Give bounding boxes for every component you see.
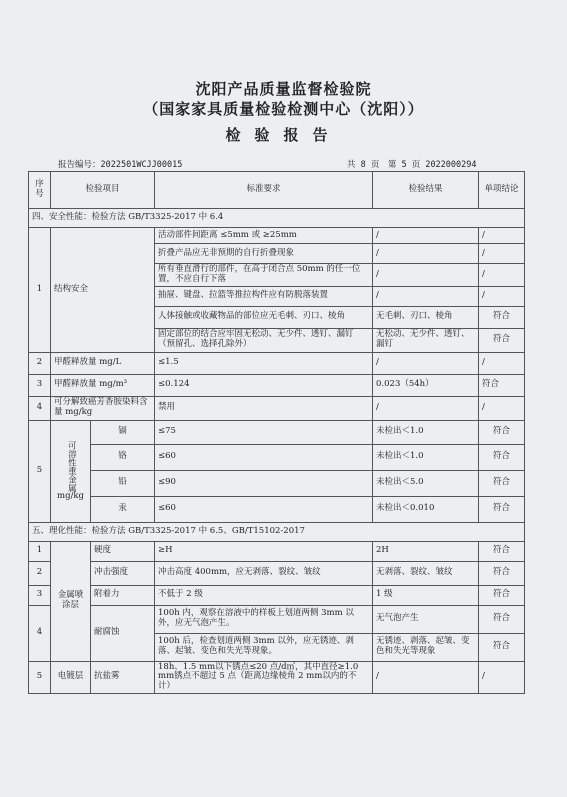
row-requirement: 折叠产品应无非预期的自行折叠现象 xyxy=(155,244,373,264)
row-result: 未检出＜1.0 xyxy=(373,444,479,470)
row-result: 无毛刺、刃口、棱角 xyxy=(373,306,479,328)
row-no: 5 xyxy=(29,420,51,522)
row-result: 0.023（54h） xyxy=(373,374,479,396)
row-conclusion: / xyxy=(479,661,525,693)
table-header-row xyxy=(29,172,525,209)
table-row xyxy=(29,605,525,633)
table-row xyxy=(29,444,525,470)
row-item: 硬度 xyxy=(91,541,155,561)
row-result: 1 级 xyxy=(373,585,479,605)
col-no: 序号 xyxy=(29,172,51,209)
row-element: 铬 xyxy=(91,444,155,470)
row-requirement: ≤60 xyxy=(155,496,373,522)
row-group: 电镀层 xyxy=(51,661,91,693)
row-requirement: 18h、1.5 mm以下锈点≤20 点/d㎡，其中直径≥1.0 mm锈点不超过 5 点（距离边缘棱角 2 mm以内的不计） xyxy=(155,661,373,693)
row-conclusion: 符合 xyxy=(479,633,525,661)
row-element: 铅 xyxy=(91,470,155,496)
row-result: 无锈迹、剥落、起皱、变色和失光等现象 xyxy=(373,633,479,661)
row-item: 抗盐雾 xyxy=(91,661,155,693)
row-no: 5 xyxy=(29,661,51,693)
row-requirement: 固定部位的结合应牢固无松动、无少件、透钉、漏钉（预留孔、选择孔除外） xyxy=(155,328,373,352)
row-item-unit: mg/kg xyxy=(57,490,84,501)
section-row xyxy=(29,209,525,228)
row-element: 镉 xyxy=(91,420,155,444)
col-result: 检验结果 xyxy=(373,172,479,209)
row-conclusion: / xyxy=(479,286,525,306)
row-conclusion: 符合 xyxy=(479,374,525,396)
row-no: 4 xyxy=(29,396,51,420)
col-requirement: 标准要求 xyxy=(155,172,373,209)
row-conclusion: 符合 xyxy=(479,605,525,633)
row-requirement: ≤1.5 xyxy=(155,352,373,374)
row-requirement: 不低于 2 级 xyxy=(155,585,373,605)
row-no: 3 xyxy=(29,585,51,605)
row-item: 甲醛释放量 mg/m³ xyxy=(51,374,155,396)
row-conclusion: 符合 xyxy=(479,585,525,605)
row-result: 未检出＜5.0 xyxy=(373,470,479,496)
row-result: 无气泡产生 xyxy=(373,605,479,633)
report-number: 报告编号：2022501WCJJ00015 xyxy=(58,160,183,170)
row-no: 4 xyxy=(29,605,51,661)
section-row xyxy=(29,522,525,541)
row-result: / xyxy=(373,244,479,264)
row-result: / xyxy=(373,661,479,693)
row-result: / xyxy=(373,352,479,374)
row-item: 冲击强度 xyxy=(91,561,155,585)
row-item xyxy=(51,420,91,522)
row-conclusion: 符合 xyxy=(479,561,525,585)
section-title: 四、安全性能：检验方法 GB/T3325-2017 中 6.4 xyxy=(29,209,525,228)
col-item: 检验项目 xyxy=(51,172,155,209)
row-item: 甲醛释放量 mg/L xyxy=(51,352,155,374)
row-conclusion: 符合 xyxy=(479,541,525,561)
table-row xyxy=(29,420,525,444)
row-conclusion: 符合 xyxy=(479,496,525,522)
row-item: 结构安全 xyxy=(51,228,155,353)
row-conclusion: / xyxy=(479,228,525,244)
table-row xyxy=(29,585,525,605)
row-requirement: 100h 后，检查划道两侧 3mm 以外，应无锈迹、剥落、起皱、变色和失光等现象。 xyxy=(155,633,373,661)
row-no: 3 xyxy=(29,374,51,396)
row-requirement: 活动部件间距离 ≤5mm 或 ≥25mm xyxy=(155,228,373,244)
center-title: （国家家具质量检验检测中心（沈阳）） xyxy=(143,100,424,118)
row-conclusion: / xyxy=(479,264,525,287)
table-row xyxy=(29,661,525,693)
row-item: 可分解致癌芳香胺染料含量 mg/kg xyxy=(51,396,155,420)
table-row xyxy=(29,228,525,244)
row-requirement: ≤0.124 xyxy=(155,374,373,396)
row-result: / xyxy=(373,286,479,306)
row-requirement: ≥H xyxy=(155,541,373,561)
row-conclusion: 符合 xyxy=(479,328,525,352)
row-item-label: 可溶性重金属 xyxy=(66,440,77,492)
row-requirement: 所有垂直滑行的部件，在高于闭合点 50mm 的任一位置，不应自行下落 xyxy=(155,264,373,287)
row-item: 附着力 xyxy=(91,585,155,605)
row-no: 1 xyxy=(29,228,51,353)
row-element: 汞 xyxy=(91,496,155,522)
row-conclusion: 符合 xyxy=(479,306,525,328)
row-requirement: ≤90 xyxy=(155,470,373,496)
row-no: 1 xyxy=(29,541,51,561)
row-no: 2 xyxy=(29,352,51,374)
row-requirement: 抽屉、键盘、拉篮等推拉构件应有防脱落装置 xyxy=(155,286,373,306)
row-conclusion: 符合 xyxy=(479,420,525,444)
row-requirement: ≤75 xyxy=(155,420,373,444)
row-no: 2 xyxy=(29,561,51,585)
row-conclusion: / xyxy=(479,396,525,420)
row-requirement: 冲击高度 400mm，应无剥落、裂纹、皱纹 xyxy=(155,561,373,585)
row-item: 耐腐蚀 xyxy=(91,605,155,661)
row-conclusion: 符合 xyxy=(479,444,525,470)
table-row xyxy=(29,374,525,396)
row-requirement: ≤60 xyxy=(155,444,373,470)
row-requirement: 禁用 xyxy=(155,396,373,420)
row-group: 金属喷涂层 xyxy=(51,541,91,661)
report-title: 检验报告 xyxy=(225,126,342,144)
row-result: 未检出＜1.0 xyxy=(373,420,479,444)
table-row xyxy=(29,470,525,496)
inspection-table xyxy=(28,171,525,694)
row-result: / xyxy=(373,264,479,287)
row-result: 2H xyxy=(373,541,479,561)
table-row xyxy=(29,396,525,420)
row-conclusion: / xyxy=(479,244,525,264)
institute-title: 沈阳产品质量监督检验院 xyxy=(195,80,372,98)
row-conclusion: / xyxy=(479,352,525,374)
section-title: 五、理化性能：检验方法 GB/T3325-2017 中 6.5、GB/T15102-2017 xyxy=(29,522,525,541)
row-requirement: 100h 内，观察在溶液中的样板上划道两侧 3mm 以外，应无气泡产生。 xyxy=(155,605,373,633)
table-row xyxy=(29,541,525,561)
col-conclusion: 单项结论 xyxy=(479,172,525,209)
row-result: 无松动、无少件、透钉、漏钉 xyxy=(373,328,479,352)
row-result: 未检出＜0.010 xyxy=(373,496,479,522)
row-result: 无剥落、裂纹、皱纹 xyxy=(373,561,479,585)
table-row xyxy=(29,352,525,374)
row-result: / xyxy=(373,396,479,420)
table-row xyxy=(29,496,525,522)
row-result: / xyxy=(373,228,479,244)
row-requirement: 人体接触或收藏物品的部位应无毛刺、刃口、棱角 xyxy=(155,306,373,328)
table-row xyxy=(29,561,525,585)
row-conclusion: 符合 xyxy=(479,470,525,496)
page-info: 共 8 页 第 5 页 2022000294 xyxy=(347,160,477,170)
